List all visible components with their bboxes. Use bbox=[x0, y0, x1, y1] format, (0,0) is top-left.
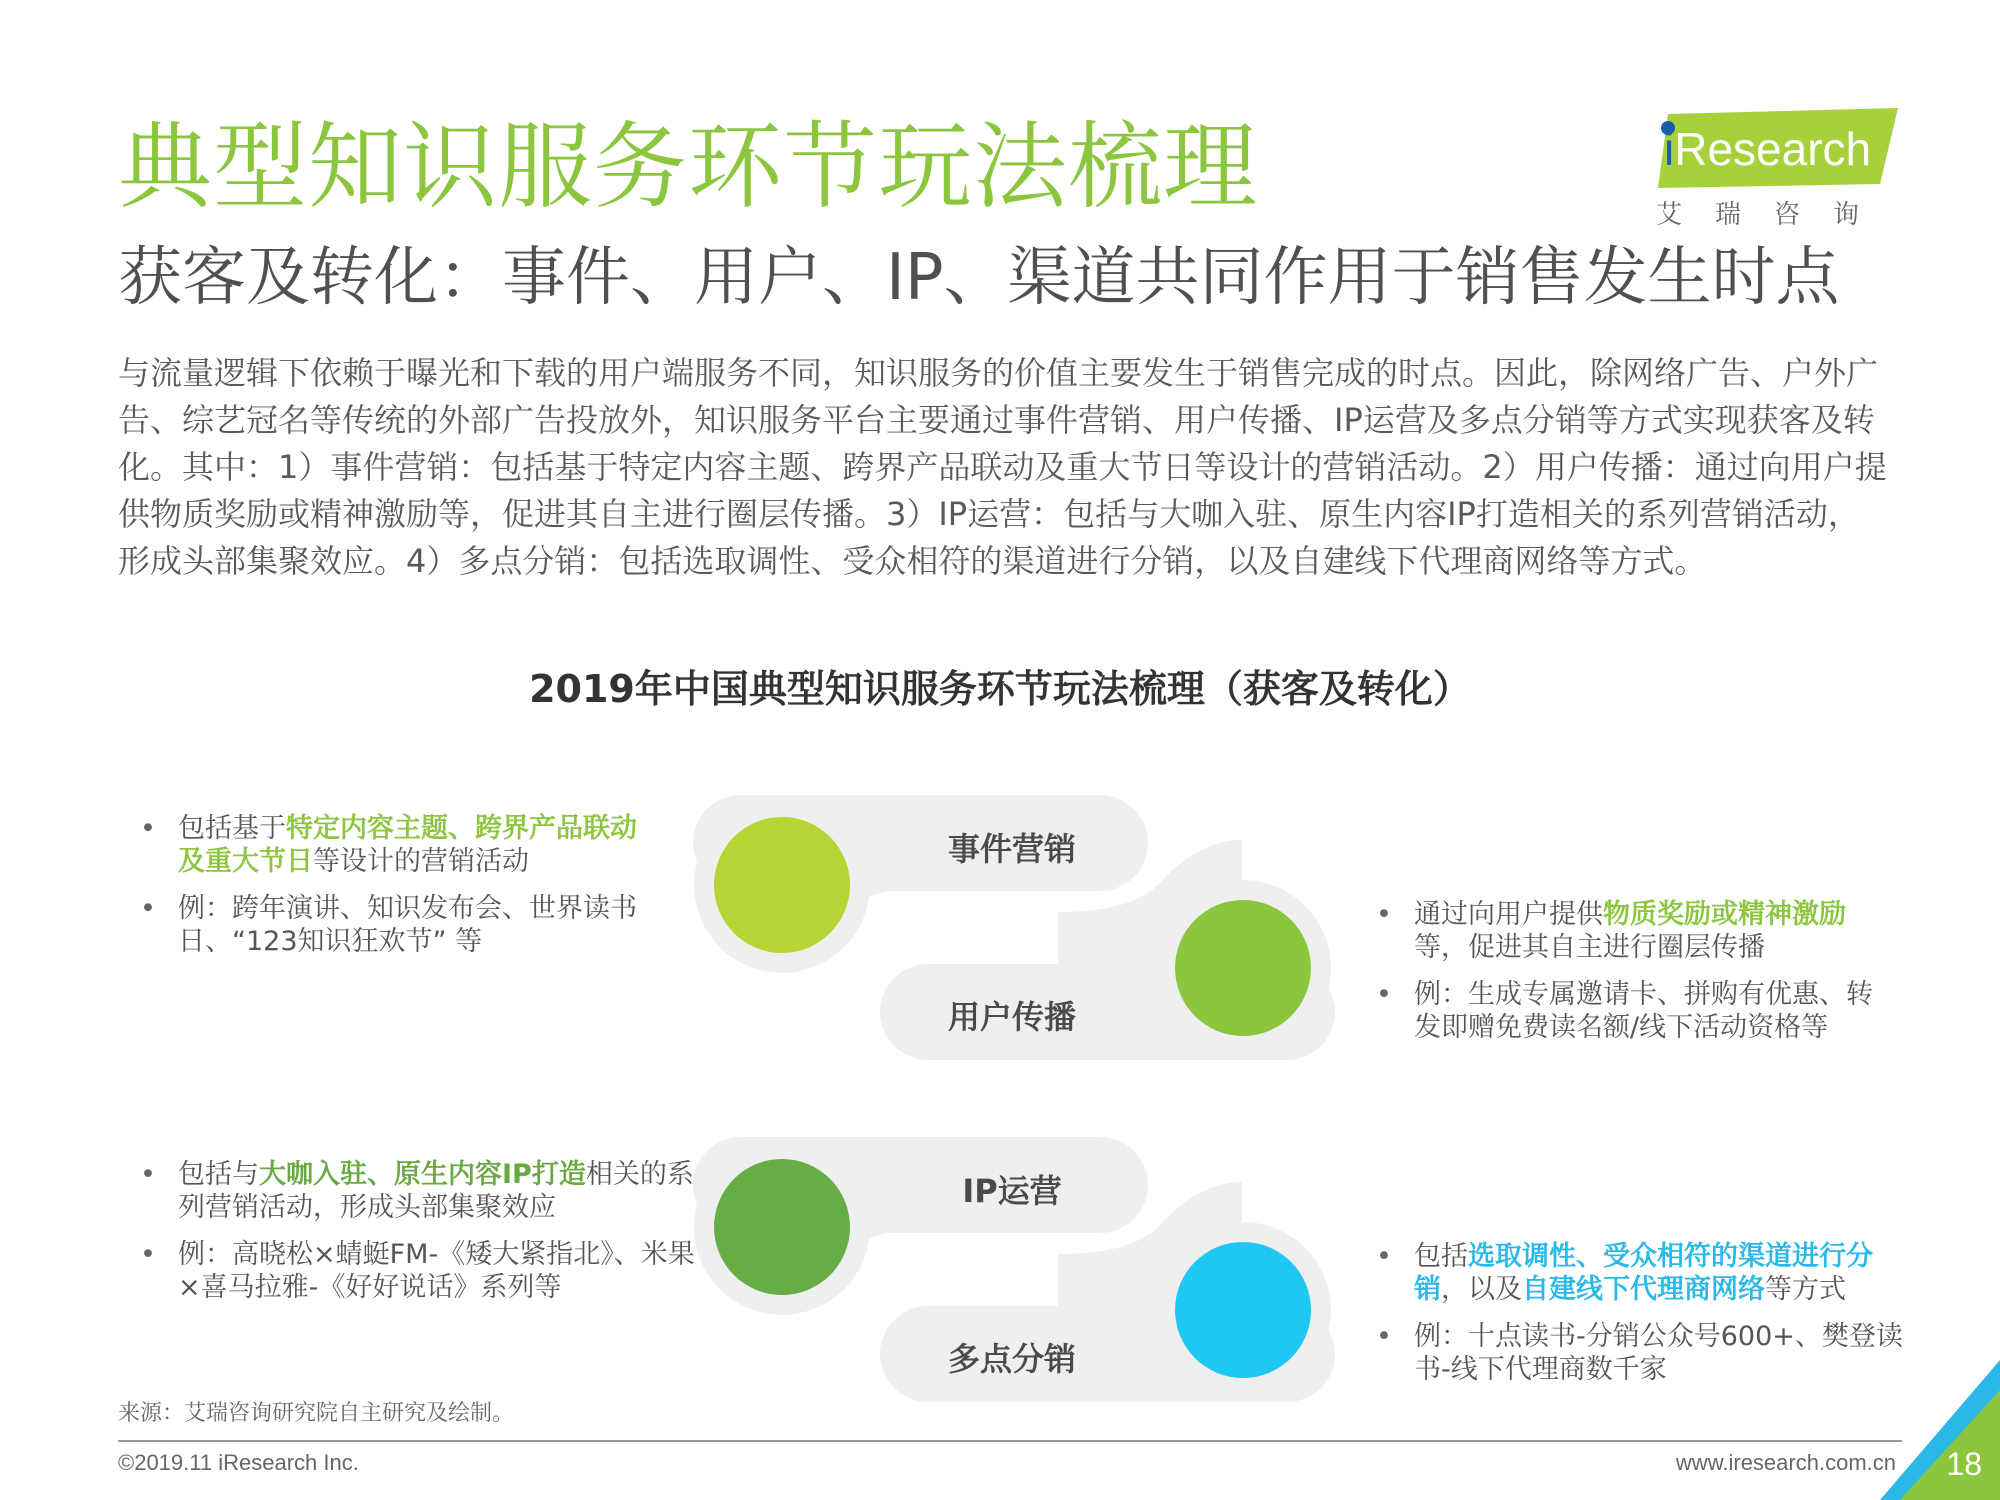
circle-multi-channel bbox=[1175, 1242, 1311, 1378]
intro-paragraph: 与流量逻辑下依赖于曝光和下载的用户端服务不同，知识服务的价值主要发生于销售完成的时点。因此，除网络广告、户外广告、综艺冠名等传统的外部广告投放外，知识服务平台主要通过事件营销、用户传播、IP运营及多点分销等方式实现获客及转化。其中：1）事件营销：包括基于特定内容主题、跨界产品联动及重大节日等设计的营销活动。2）用户传播：通过向用户提供物质奖励或精神激励等，促进其自主进行圈层传播。3）IP运营：包括与大咖入驻、原生内容IP打造相关的系列营销活动，形成头部集聚效应。4）多点分销：包括选取调性、受众相符的渠道进行分销，以及自建线下代理商网络等方式。 bbox=[118, 354, 1887, 580]
circle-ip-operation bbox=[714, 1159, 850, 1295]
ip-operation-bullets bbox=[138, 1158, 698, 1318]
event-marketing-bullets bbox=[138, 812, 658, 972]
circle-event-marketing bbox=[714, 817, 850, 953]
list-item: • 例：生成专属邀请卡、拼购有优惠、转发即赠免费读名额/线下活动资格等 bbox=[1374, 978, 1894, 1044]
page-subtitle: 获客及转化：事件、用户、IP、渠道共同作用于销售发生时点 bbox=[118, 241, 1840, 315]
circle-user-spread bbox=[1175, 900, 1311, 1036]
label-event-marketing: 事件营销 bbox=[947, 830, 1076, 868]
source-note: 来源：艾瑞咨询研究院自主研究及绘制。 bbox=[118, 1401, 515, 1426]
website-link: www.iresearch.com.cn bbox=[1675, 1450, 1896, 1475]
list-item: • 包括选取调性、受众相符的渠道进行分销，以及自建线下代理商网络等方式 bbox=[1374, 1240, 1914, 1306]
multi-channel-bullets bbox=[1374, 1240, 1914, 1400]
logo-wordmark: iResearch bbox=[1664, 123, 1872, 175]
list-item: • 例：十点读书-分销公众号600+、樊登读书-线下代理商数千家 bbox=[1374, 1320, 1914, 1386]
list-item: • 例：跨年演讲、知识发布会、世界读书日、“123知识狂欢节” 等 bbox=[138, 892, 658, 958]
footer-divider bbox=[118, 1440, 1902, 1442]
list-item: • 包括与大咖入驻、原生内容IP打造相关的系列营销活动，形成头部集聚效应 bbox=[138, 1158, 698, 1224]
user-spread-bullets bbox=[1374, 898, 1894, 1058]
diagram-title: 2019年中国典型知识服务环节玩法梳理（获客及转化） bbox=[529, 667, 1471, 711]
copyright: ©2019.11 iResearch Inc. bbox=[118, 1450, 359, 1475]
page-title: 典型知识服务环节玩法梳理 bbox=[118, 113, 1259, 222]
list-item: • 通过向用户提供物质奖励或精神激励等，促进其自主进行圈层传播 bbox=[1374, 898, 1894, 964]
label-user-spread: 用户传播 bbox=[947, 998, 1076, 1036]
label-ip-operation: IP运营 bbox=[962, 1172, 1062, 1210]
label-multi-channel: 多点分销 bbox=[947, 1340, 1076, 1378]
page-number: 18 bbox=[1946, 1446, 1982, 1482]
list-item: • 例：高晓松×蜻蜓FM-《矮大紧指北》、米果×喜马拉雅-《好好说话》系列等 bbox=[138, 1238, 698, 1304]
list-item: • 包括基于特定内容主题、跨界产品联动及重大节日等设计的营销活动 bbox=[138, 812, 658, 878]
corner-decoration bbox=[1880, 1360, 2000, 1500]
logo-chinese-name: 艾瑞咨询 bbox=[1656, 200, 1893, 230]
